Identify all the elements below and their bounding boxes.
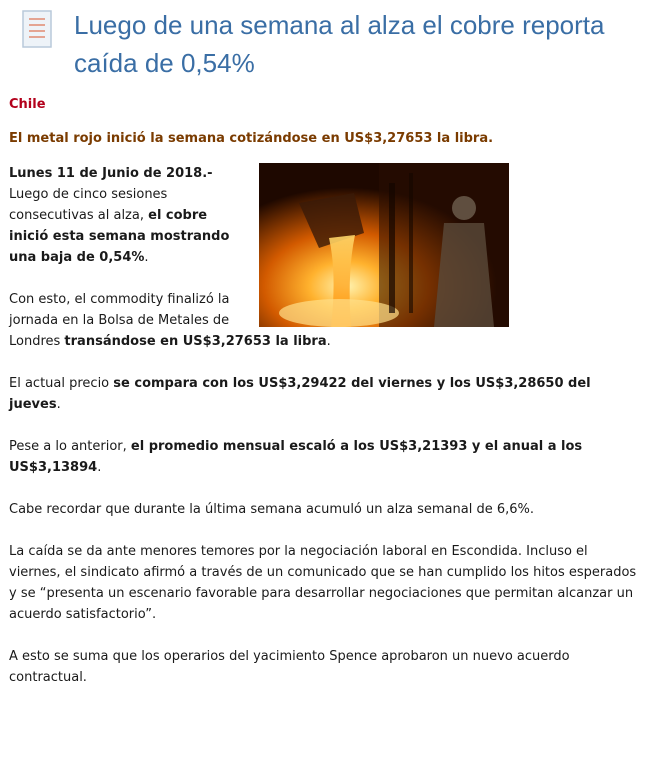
page-title: Luego de una semana al alza el cobre reporta caída de 0,54%	[74, 10, 605, 78]
paragraph-4: Pese a lo anterior, el promedio mensual escaló a los US$3,21393 y el anual a los US$3,13894.	[9, 439, 583, 475]
paragraph-5: Cabe recordar que durante la última semana acumuló un alza semanal de 6,6%.	[9, 502, 535, 517]
paragraph-7: A esto se suma que los operarios del yacimiento Spence aprobaron un nuevo acuerdo contractual.	[9, 649, 570, 685]
copper-smelting-photo	[259, 163, 509, 327]
paragraph-1: Lunes 11 de Junio de 2018.- Luego de cinco sesiones consecutivas al alza, el cobre inició esta semana mostrando una baja de 0,54%.	[9, 166, 230, 265]
article-subtitle: El metal rojo inició la semana cotizándose en US$3,27653 la libra.	[9, 131, 494, 146]
dateline: Lunes 11 de Junio de 2018.-	[9, 166, 213, 181]
paragraph-2: Con esto, el commodity finalizó la jornada en la Bolsa de Metales de Londres transándose en US$3,27653 la libra.	[9, 292, 331, 349]
paragraph-3: El actual precio se compara con los US$3,29422 del viernes y los US$3,28650 del jueves.	[9, 376, 591, 412]
document-icon	[22, 10, 52, 48]
paragraph-6: La caída se da ante menores temores por la negociación laboral en Escondida. Incluso el viernes, el sindicato afirmó a través de un comunicado que se han cumplido los hitos esperados y se “presenta un escenario favorable para desarrollar negociaciones que permitan alcanzar un acuerdo satisfactorio”.	[9, 544, 637, 622]
article-header	[0, 0, 647, 92]
article-body	[9, 163, 639, 709]
category-label[interactable]: Chile	[9, 97, 46, 112]
